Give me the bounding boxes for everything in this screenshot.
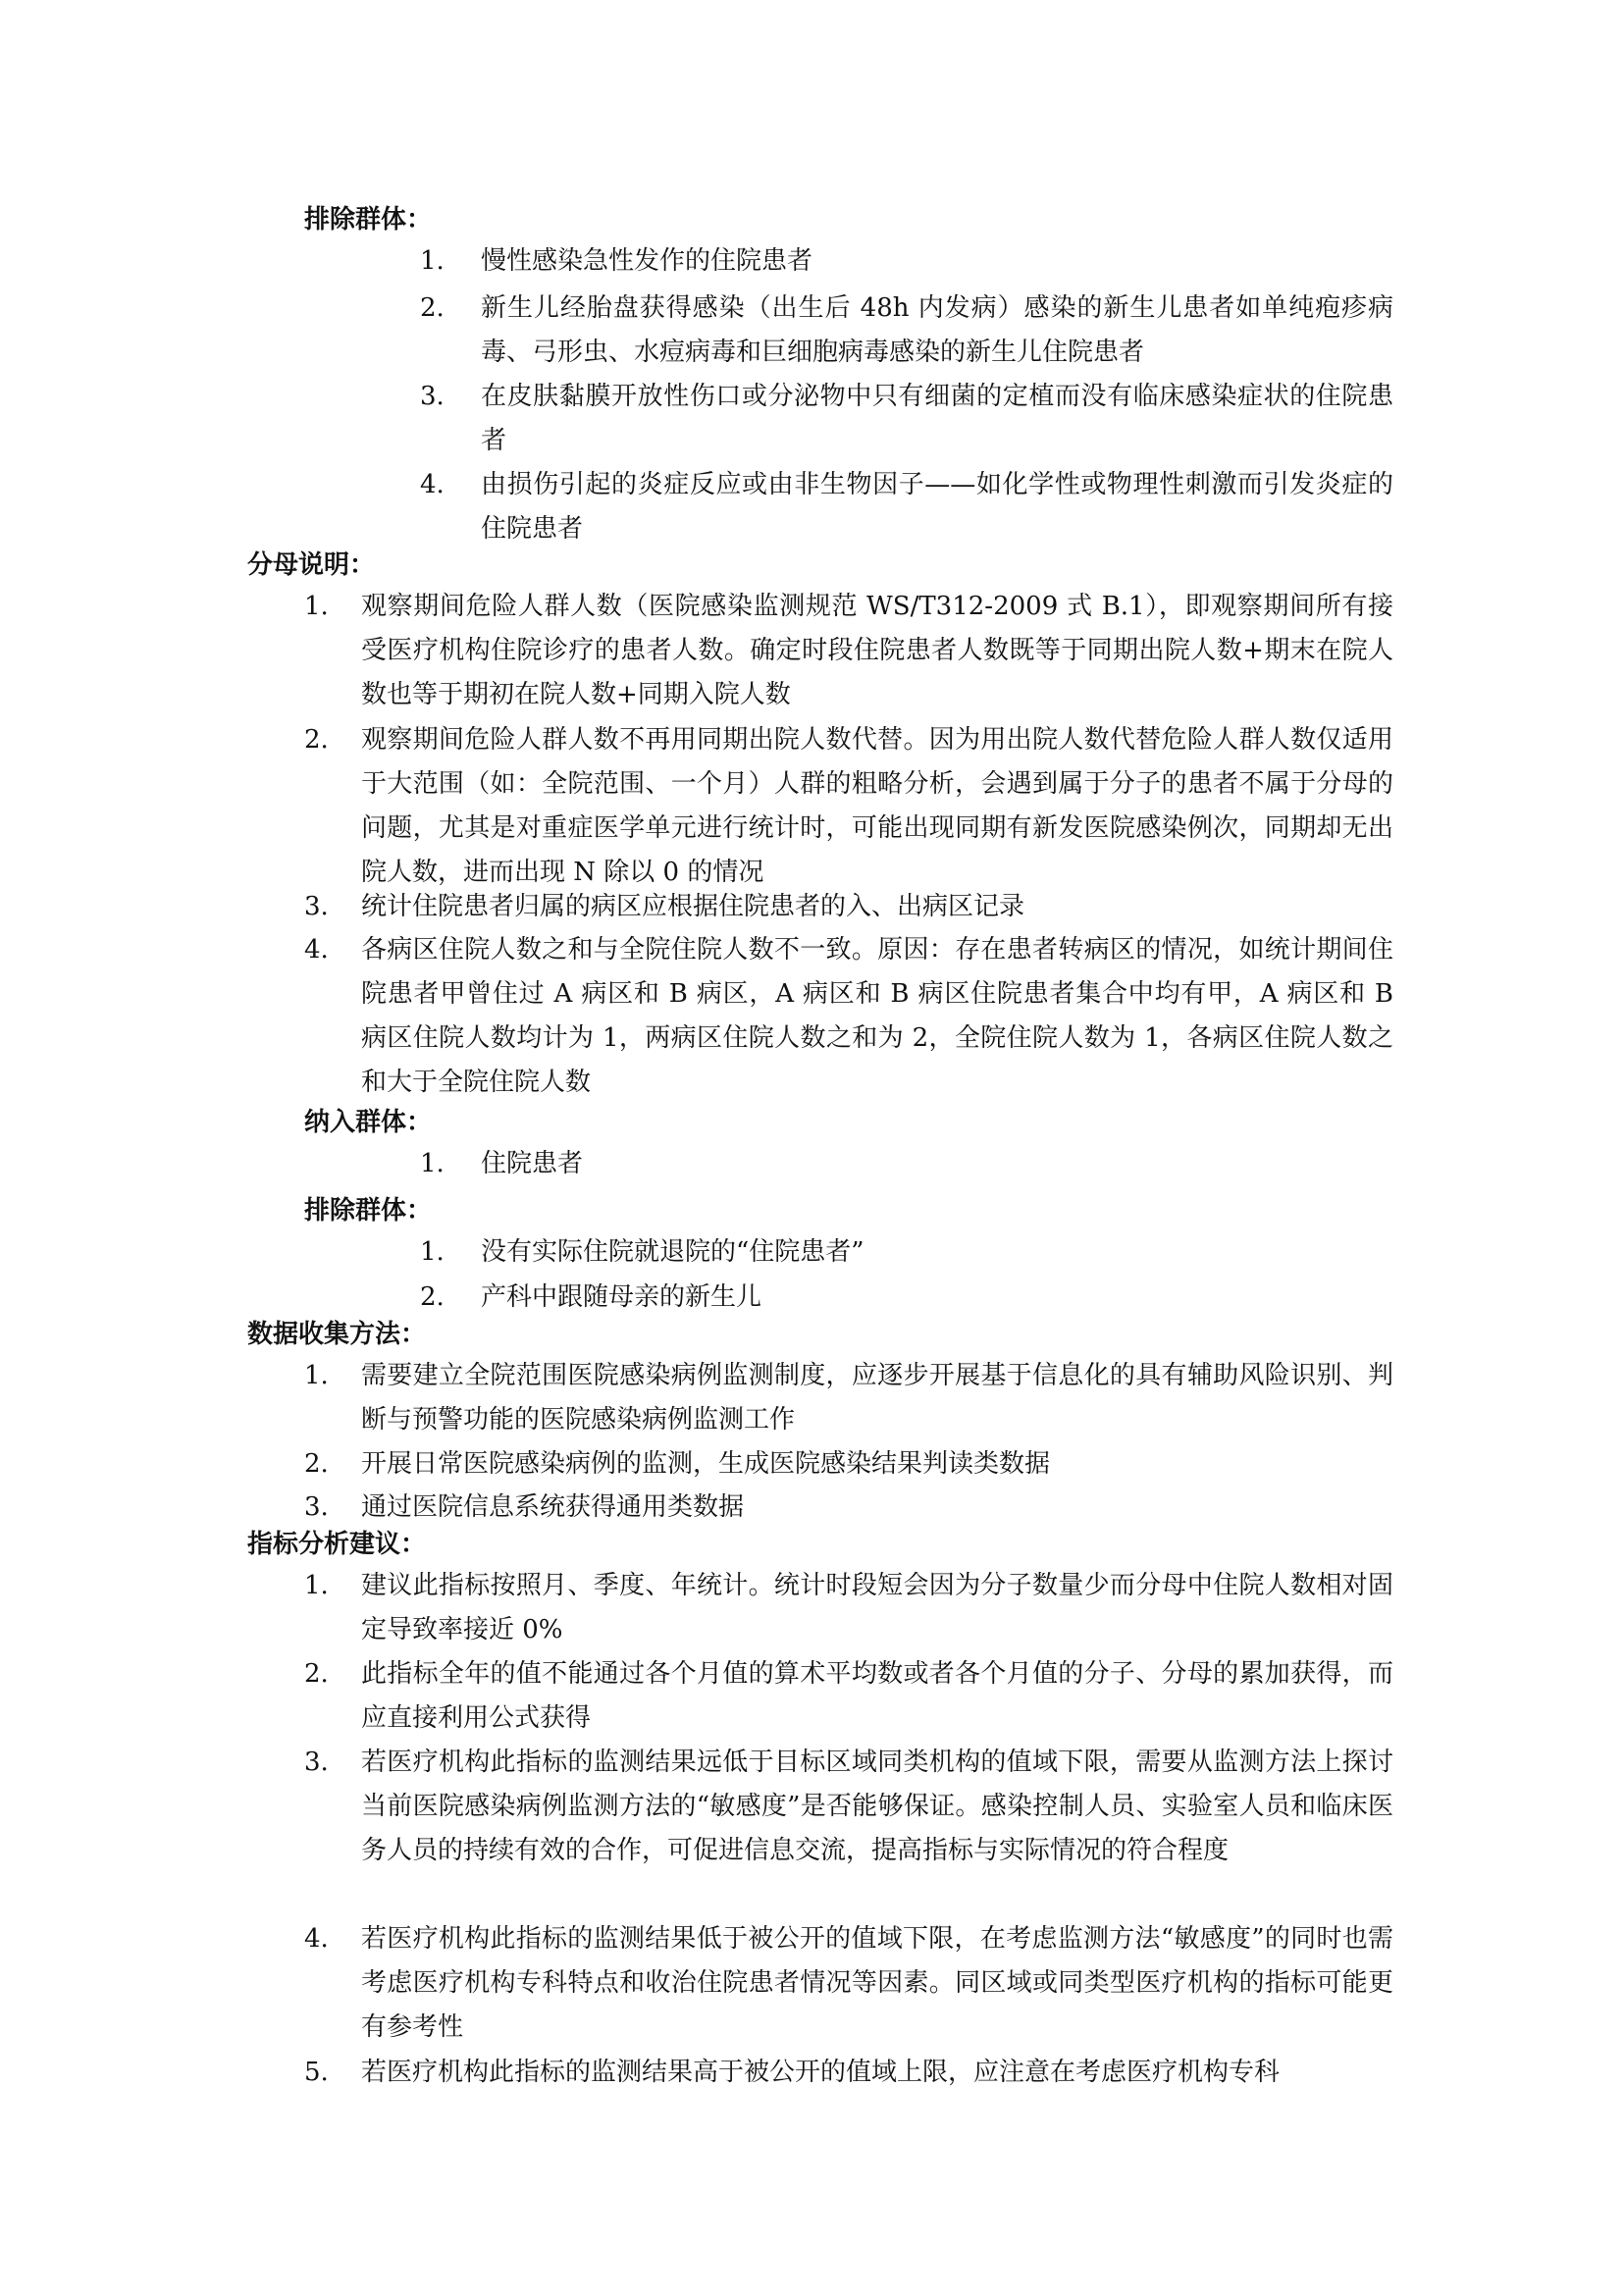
list-number: 3. (420, 382, 445, 411)
list-text: 需要建立全院范围医院感染病例监测制度，应逐步开展基于信息化的具有辅助风险识别、判断与预警功能的医院感染病例监测工作 (361, 1361, 1393, 1435)
section-heading-denominator: 分母说明： (247, 550, 376, 580)
section-heading-exclusion: 排除群体： (304, 1196, 433, 1226)
list-text: 在皮肤黏膜开放性伤口或分泌物中只有细菌的定植而没有临床感染症状的住院患者 (481, 382, 1393, 455)
list-number: 3. (304, 1492, 329, 1522)
list-number: 2. (304, 725, 329, 755)
list-text: 观察期间危险人群人数（医院感染监测规范 WS/T312-2009 式 B.1），即观察期间所有接受医疗机构住院诊疗的患者人数。确定时段住院患者人数既等于同期出院人数+期末在院人数也等于期初在院人数+同期入院人数 (361, 592, 1393, 709)
list-number: 5. (304, 2058, 329, 2087)
list-item (304, 1442, 1393, 1487)
list-number: 1. (304, 1361, 329, 1390)
list-item (420, 463, 1393, 551)
list-item (304, 585, 1393, 717)
list-text: 没有实际住院就退院的“住院患者” (481, 1237, 864, 1267)
section-heading-analysis: 指标分析建议： (247, 1530, 427, 1559)
list-text: 住院患者 (481, 1149, 584, 1178)
list-item (304, 885, 1393, 929)
list-item (304, 1354, 1393, 1442)
list-text: 统计住院患者归属的病区应根据住院患者的入、出病区记录 (361, 892, 1025, 921)
list-number: 1. (304, 1571, 329, 1600)
list-item (420, 287, 1393, 375)
list-number: 2. (420, 293, 445, 323)
list-number: 4. (420, 470, 445, 499)
list-number: 4. (304, 1924, 329, 1954)
list-text: 若医疗机构此指标的监测结果远低于目标区域同类机构的值域下限，需要从监测方法上探讨当前医院感染病例监测方法的“敏感度”是否能够保证。感染控制人员、实验室人员和临床医务人员的持续有效的合作，可促进信息交流，提高指标与实际情况的符合程度 (361, 1748, 1393, 1865)
list-number: 1. (304, 592, 329, 621)
list-item (304, 1741, 1393, 1873)
list-text: 此指标全年的值不能通过各个月值的算术平均数或者各个月值的分子、分母的累加获得，而应直接利用公式获得 (361, 1659, 1393, 1733)
list-text: 慢性感染急性发作的住院患者 (481, 246, 813, 276)
list-number: 1. (420, 1149, 445, 1178)
list-text: 由损伤引起的炎症反应或由非生物因子——如化学性或物理性刺激而引发炎症的住院患者 (481, 470, 1393, 544)
list-text: 若医疗机构此指标的监测结果高于被公开的值域上限，应注意在考虑医疗机构专科 (361, 2058, 1281, 2087)
list-number: 3. (304, 1748, 329, 1777)
list-item (420, 375, 1393, 463)
list-number: 1. (420, 1237, 445, 1267)
list-text: 新生儿经胎盘获得感染（出生后 48h 内发病）感染的新生儿患者如单纯疱疹病毒、弓形虫、水痘病毒和巨细胞病毒感染的新生儿住院患者 (481, 293, 1393, 367)
list-number: 2. (420, 1282, 445, 1312)
list-text: 产科中跟随母亲的新生儿 (481, 1282, 762, 1312)
list-number: 2. (304, 1449, 329, 1479)
list-text: 若医疗机构此指标的监测结果低于被公开的值域下限，在考虑监测方法“敏感度”的同时也需考虑医疗机构专科特点和收治住院患者情况等因素。同区域或同类型医疗机构的指标可能更有参考性 (361, 1924, 1393, 2042)
list-text: 各病区住院人数之和与全院住院人数不一致。原因：存在患者转病区的情况，如统计期间住院患者甲曾住过 A 病区和 B 病区，A 病区和 B 病区住院患者集合中均有甲，A 病区和 B 病区住院人数均计为 1，两病区住院人数之和为 2，全院住院人数为 1，各病区住院人数之和大于全院住院人数 (361, 935, 1393, 1097)
section-heading-inclusion: 纳入群体： (304, 1108, 433, 1137)
list-text: 建议此指标按照月、季度、年统计。统计时段短会因为分子数量少而分母中住院人数相对固定导致率接近 0% (361, 1571, 1393, 1644)
list-item (304, 718, 1393, 895)
list-item (304, 928, 1393, 1105)
list-item (420, 1276, 1393, 1320)
list-text: 开展日常医院感染病例的监测，生成医院感染结果判读类数据 (361, 1449, 1051, 1479)
list-text: 观察期间危险人群人数不再用同期出院人数代替。因为用出院人数代替危险人群人数仅适用于大范围（如：全院范围、一个月）人群的粗略分析，会遇到属于分子的患者不属于分母的问题，尤其是对重症医学单元进行统计时，可能出现同期有新发医院感染例次，同期却无出院人数，进而出现 N 除以 0 的情况 (361, 725, 1393, 887)
list-item (420, 239, 1393, 284)
list-number: 2. (304, 1659, 329, 1689)
list-item (304, 1564, 1393, 1652)
list-item (420, 1230, 1393, 1275)
section-heading-exclusion: 排除群体： (304, 205, 433, 235)
list-item (304, 1917, 1393, 2050)
list-item (420, 1142, 1393, 1186)
list-item (304, 1486, 1393, 1530)
list-text: 通过医院信息系统获得通用类数据 (361, 1492, 745, 1522)
section-heading-data-collection: 数据收集方法： (247, 1320, 427, 1349)
list-number: 1. (420, 246, 445, 276)
list-number: 3. (304, 892, 329, 921)
list-item (304, 1652, 1393, 1741)
list-number: 4. (304, 935, 329, 965)
list-item (304, 2051, 1393, 2095)
